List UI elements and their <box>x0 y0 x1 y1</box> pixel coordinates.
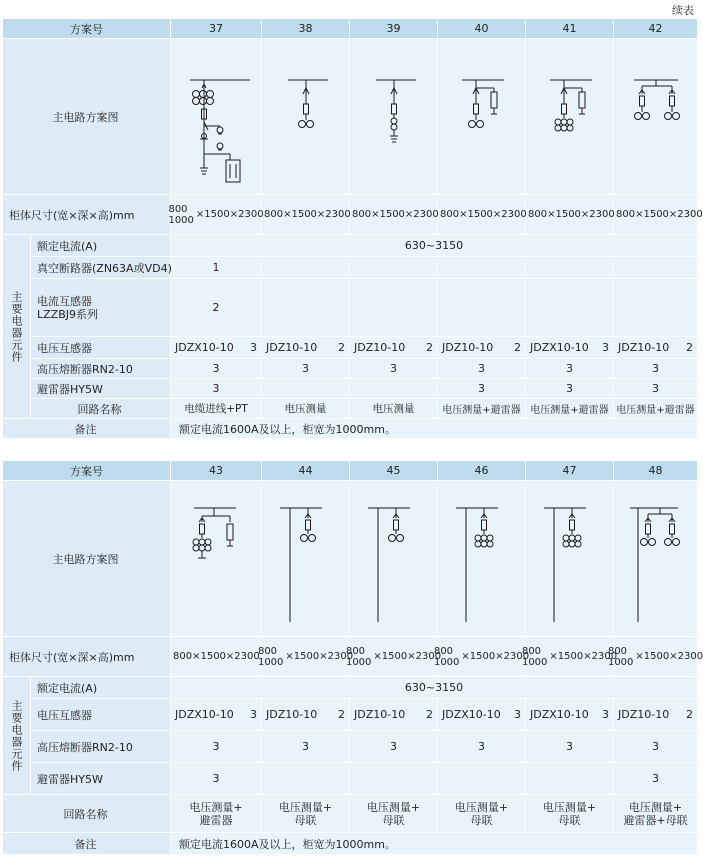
cabinet-size-label: 柜体尺寸(宽×深×高)mm <box>3 195 171 235</box>
arrester-45 <box>350 763 438 795</box>
diagram-47 <box>526 481 614 637</box>
fuse-42: 3 <box>614 359 698 379</box>
rated-current-value: 630~3150 <box>171 235 698 257</box>
circuit-diagram-40-icon <box>442 42 522 192</box>
pt-38: JDZ10-10 2 <box>262 337 350 359</box>
scheme-no: 37 <box>171 19 262 39</box>
fuse-46: 3 <box>438 731 526 763</box>
arrester-43: 3 <box>171 763 262 795</box>
circuit-diagram-44-icon <box>266 484 346 634</box>
fuse-row <box>3 359 698 379</box>
fuse-47: 3 <box>526 731 614 763</box>
loop-name-row <box>3 399 698 419</box>
arrester-48: 3 <box>614 763 698 795</box>
arrester-label: 避雷器HY5W <box>31 379 171 399</box>
scheme-no: 45 <box>350 461 438 481</box>
pt-43: JDZX10-10 3 <box>171 699 262 731</box>
size-46: 800 1000 ×1500×2300 <box>438 637 526 677</box>
main-circuit-label: 主电路方案图 <box>3 39 171 195</box>
loop-name-label: 回路名称 <box>31 399 171 419</box>
diagram-42 <box>614 39 698 195</box>
loop-41: 电压测量+避雷器 <box>526 399 614 419</box>
pt-48: JDZ10-10 2 <box>614 699 698 731</box>
size-37 <box>168 195 264 235</box>
rated-current-label: 额定电流(A) <box>31 235 171 257</box>
arrester-39 <box>350 379 438 399</box>
loop-47: 电压测量+ 母联 <box>526 795 614 833</box>
arrester-40: 3 <box>438 379 526 399</box>
scheme-row <box>3 19 698 39</box>
vcb-label: 真空断路器(ZN63A或VD4) <box>31 257 171 279</box>
size-row <box>3 637 698 677</box>
scheme-no: 40 <box>438 19 526 39</box>
loop-45: 电压测量+ 母联 <box>350 795 438 833</box>
size-rest: ×1500×2300 <box>195 209 264 220</box>
main-circuit-label: 主电路方案图 <box>3 481 171 637</box>
width-option: 800 <box>168 203 188 215</box>
diagram-38 <box>262 39 350 195</box>
arrester-41: 3 <box>526 379 614 399</box>
scheme-label: 方案号 <box>3 19 171 39</box>
arrester-44 <box>262 763 350 795</box>
loop-44: 电压测量+ 母联 <box>262 795 350 833</box>
fuse-38: 3 <box>262 359 350 379</box>
pt-row <box>3 337 698 359</box>
scheme-no: 44 <box>262 461 350 481</box>
circuit-diagram-39-icon <box>354 42 434 192</box>
rated-current-label: 额定电流(A) <box>31 677 171 699</box>
loop-40: 电压测量+避雷器 <box>438 399 526 419</box>
diagram-44 <box>262 481 350 637</box>
size-45: 800 1000 ×1500×2300 <box>350 637 438 677</box>
scheme-row <box>3 461 698 481</box>
diagram-43 <box>171 481 262 637</box>
diagram-46 <box>438 481 526 637</box>
circuit-diagram-42-icon <box>616 42 696 192</box>
size-42: 800×1500×2300 <box>614 195 698 235</box>
ct-qty-37: 2 <box>171 279 262 337</box>
size-41: 800×1500×2300 <box>526 195 614 235</box>
vcb-row <box>3 257 698 279</box>
scheme-no: 48 <box>614 461 698 481</box>
arrester-37: 3 <box>171 379 262 399</box>
fuse-43: 3 <box>171 731 262 763</box>
fuse-40: 3 <box>438 359 526 379</box>
scheme-label: 方案号 <box>3 461 171 481</box>
diagram-40 <box>438 39 526 195</box>
circuit-diagram-45-icon <box>354 484 434 634</box>
rated-current-value: 630~3150 <box>171 677 698 699</box>
pt-39: JDZ10-10 2 <box>350 337 438 359</box>
pt-47: JDZX10-10 3 <box>526 699 614 731</box>
pt-44: JDZ10-10 2 <box>262 699 350 731</box>
loop-name-label: 回路名称 <box>3 795 171 833</box>
fuse-48: 3 <box>614 731 698 763</box>
pt-label: 电压互感器 <box>31 699 171 731</box>
arrester-46 <box>438 763 526 795</box>
arrester-label: 避雷器HY5W <box>31 763 171 795</box>
circuit-diagram-46-icon <box>442 484 522 634</box>
fuse-39: 3 <box>350 359 438 379</box>
circuit-diagram-47-icon <box>530 484 610 634</box>
scheme-no: 43 <box>171 461 262 481</box>
diagram-41 <box>526 39 614 195</box>
fuse-label: 高压熔断器RN2-10 <box>31 359 171 379</box>
circuit-diagram-48-icon <box>616 484 696 634</box>
fuse-label: 高压熔断器RN2-10 <box>31 731 171 763</box>
rated-current-row <box>3 235 698 257</box>
remark-text: 额定电流1600A及以上，柜宽为1000mm。 <box>171 419 698 439</box>
remark-label: 备注 <box>3 419 171 439</box>
pt-label: 电压互感器 <box>31 337 171 359</box>
diagram-row <box>3 39 698 195</box>
pt-37: JDZX10-10 3 <box>171 337 262 359</box>
size-40: 800×1500×2300 <box>438 195 526 235</box>
size-38: 800×1500×2300 <box>262 195 350 235</box>
remark-label: 备注 <box>3 833 171 855</box>
pt-46: JDZX10-10 3 <box>438 699 526 731</box>
circuit-diagram-41-icon <box>530 42 610 192</box>
size-39: 800×1500×2300 <box>350 195 438 235</box>
remark-row <box>3 833 698 855</box>
pt-45: JDZ10-10 2 <box>350 699 438 731</box>
loop-48: 电压测量+ 避雷器+母联 <box>614 795 698 833</box>
size-47: 800 1000 ×1500×2300 <box>526 637 614 677</box>
vcb-qty-37: 1 <box>171 257 262 279</box>
fuse-45: 3 <box>350 731 438 763</box>
scheme-no: 46 <box>438 461 526 481</box>
loop-37: 电缆进线+PT <box>171 399 262 419</box>
fuse-41: 3 <box>526 359 614 379</box>
width-option: 1000 <box>168 214 194 226</box>
scheme-table-1 <box>2 18 703 439</box>
loop-46: 电压测量+ 母联 <box>438 795 526 833</box>
fuse-37: 3 <box>171 359 262 379</box>
cabinet-size-label: 柜体尺寸(宽×深×高)mm <box>3 637 171 677</box>
size-48: 800 1000 ×1500×2300 <box>614 637 698 677</box>
arrester-42: 3 <box>614 379 698 399</box>
arrester-47 <box>526 763 614 795</box>
fuse-row <box>3 731 698 763</box>
loop-43: 电压测量+ 避雷器 <box>171 795 262 833</box>
pt-41: JDZX10-10 3 <box>526 337 614 359</box>
diagram-37 <box>171 39 262 195</box>
size-row <box>3 195 698 235</box>
scheme-no: 39 <box>350 19 438 39</box>
circuit-diagram-38-icon <box>266 42 346 192</box>
main-components-label: 主要电器元件 <box>3 235 31 419</box>
scheme-no: 41 <box>526 19 614 39</box>
main-components-label: 主要电器元件 <box>3 677 31 795</box>
arrester-row <box>3 763 698 795</box>
remark-row <box>3 419 698 439</box>
continued-label: 续表 <box>672 4 694 17</box>
rated-current-row <box>3 677 698 699</box>
loop-name-row <box>3 795 698 833</box>
size-43: 800×1500×2300 <box>171 637 262 677</box>
loop-39: 电压测量 <box>350 399 438 419</box>
loop-38: 电压测量 <box>262 399 350 419</box>
arrester-38 <box>262 379 350 399</box>
ct-label: 电流互感器 LZZBJ9系列 <box>31 279 171 337</box>
size-44: 800 1000 ×1500×2300 <box>262 637 350 677</box>
fuse-44: 3 <box>262 731 350 763</box>
scheme-no: 42 <box>614 19 698 39</box>
scheme-no: 38 <box>262 19 350 39</box>
pt-40: JDZ10-10 2 <box>438 337 526 359</box>
circuit-diagram-37-icon <box>172 42 260 192</box>
scheme-no: 47 <box>526 461 614 481</box>
diagram-row <box>3 481 698 637</box>
diagram-39 <box>350 39 438 195</box>
pt-row <box>3 699 698 731</box>
pt-42: JDZ10-10 2 <box>614 337 698 359</box>
arrester-row <box>3 379 698 399</box>
scheme-table-2 <box>2 460 703 855</box>
loop-42: 电压测量+避雷器 <box>614 399 698 419</box>
remark-text: 额定电流1600A及以上，柜宽为1000mm。 <box>171 833 698 855</box>
diagram-45 <box>350 481 438 637</box>
circuit-diagram-43-icon <box>172 484 260 634</box>
ct-row <box>3 279 698 337</box>
diagram-48 <box>614 481 698 637</box>
